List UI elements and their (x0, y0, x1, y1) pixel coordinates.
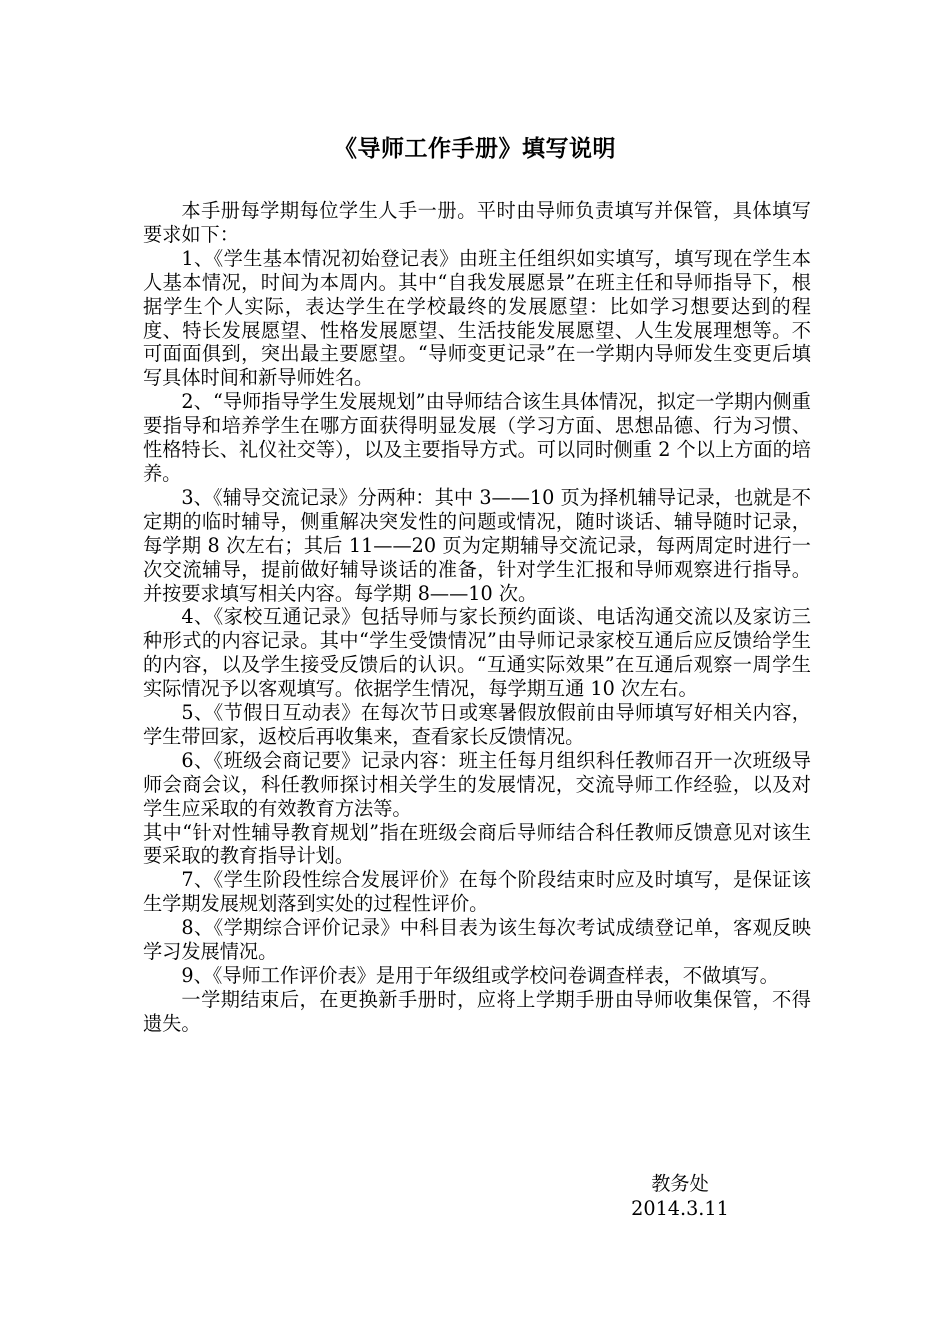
document-title: 《导师工作手册》填写说明 (334, 135, 616, 162)
item-3-paragraph: 3、《辅导交流记录》分两种：其中 3——10 页为择机辅导记录，也就是不定期的临时辅导，侧重解决突发性的问题或情况，随时谈话、辅导随时记录，每学期 8 次左右；其后 11——20 页为定期辅导交流记录，每两周定时进行一次交流辅导，提前做好辅导谈话的准备，针对学生汇报和导师观察进行指导。并按要求填写相关内容。每学期 8——10 次。 (143, 485, 811, 605)
item-7-paragraph: 7、《学生阶段性综合发展评价》在每个阶段结束时应及时填写，是保证该生学期发展规划落到实处的过程性评价。 (143, 868, 811, 916)
item-6-continuation: 其中“针对性辅导教育规划”指在班级会商后导师结合科任教师反馈意见对该生要采取的教育指导计划。 (143, 820, 811, 868)
intro-paragraph: 本手册每学期每位学生人手一册。平时由导师负责填写并保管，具体填写要求如下： (143, 199, 811, 246)
document-body (143, 199, 811, 1036)
item-6-paragraph: 6、《班级会商记要》记录内容：班主任每月组织科任教师召开一次班级导师会商会议，科任教师探讨相关学生的发展情况，交流导师工作经验，以及对学生应采取的有效教育方法等。 (143, 748, 811, 820)
item-1-paragraph: 1、《学生基本情况初始登记表》由班主任组织如实填写，填写现在学生本人基本情况，时间为本周内。其中“自我发展愿景”在班主任和导师指导下，根据学生个人实际，表达学生在学校最终的发展愿望：比如学习想要达到的程度、特长发展愿望、性格发展愿望、生活技能发展愿望、人生发展理想等。不可面面俱到，突出最主要愿望。“导师变更记录”在一学期内导师发生变更后填写具体时间和新导师姓名。 (143, 246, 811, 390)
signature-date: 2014.3.11 (631, 1197, 729, 1220)
item-5-paragraph: 5、《节假日互动表》在每次节日或寒暑假放假前由导师填写好相关内容，学生带回家，返校后再收集来，查看家长反馈情况。 (143, 701, 811, 748)
item-8-paragraph: 8、《学期综合评价记录》中科目表为该生每次考试成绩登记单，客观反映学习发展情况。 (143, 916, 811, 964)
item-4-paragraph: 4、《家校互通记录》包括导师与家长预约面谈、电话沟通交流以及家访三种形式的内容记录。其中“学生受馈情况”由导师记录家校互通后应反馈给学生的内容，以及学生接受反馈后的认识。“互通实际效果”在互通后观察一周学生实际情况予以客观填写。依据学生情况，每学期互通 10 次左右。 (143, 605, 811, 701)
item-9-paragraph: 9、《导师工作评价表》是用于年级组或学校问卷调查样表，不做填写。 (181, 964, 779, 987)
signature-department: 教务处 (651, 1172, 709, 1195)
closing-paragraph: 一学期结束后，在更换新手册时，应将上学期手册由导师收集保管，不得遗失。 (143, 987, 811, 1035)
signature-block (620, 1171, 740, 1221)
item-2-paragraph: 2、“导师指导学生发展规划”由导师结合该生具体情况，拟定一学期内侧重要指导和培养学生在哪方面获得明显发展（学习方面、思想品德、行为习惯、性格特长、礼仪社交等），以及主要指导方式。可以同时侧重 2 个以上方面的培养。 (143, 390, 811, 485)
